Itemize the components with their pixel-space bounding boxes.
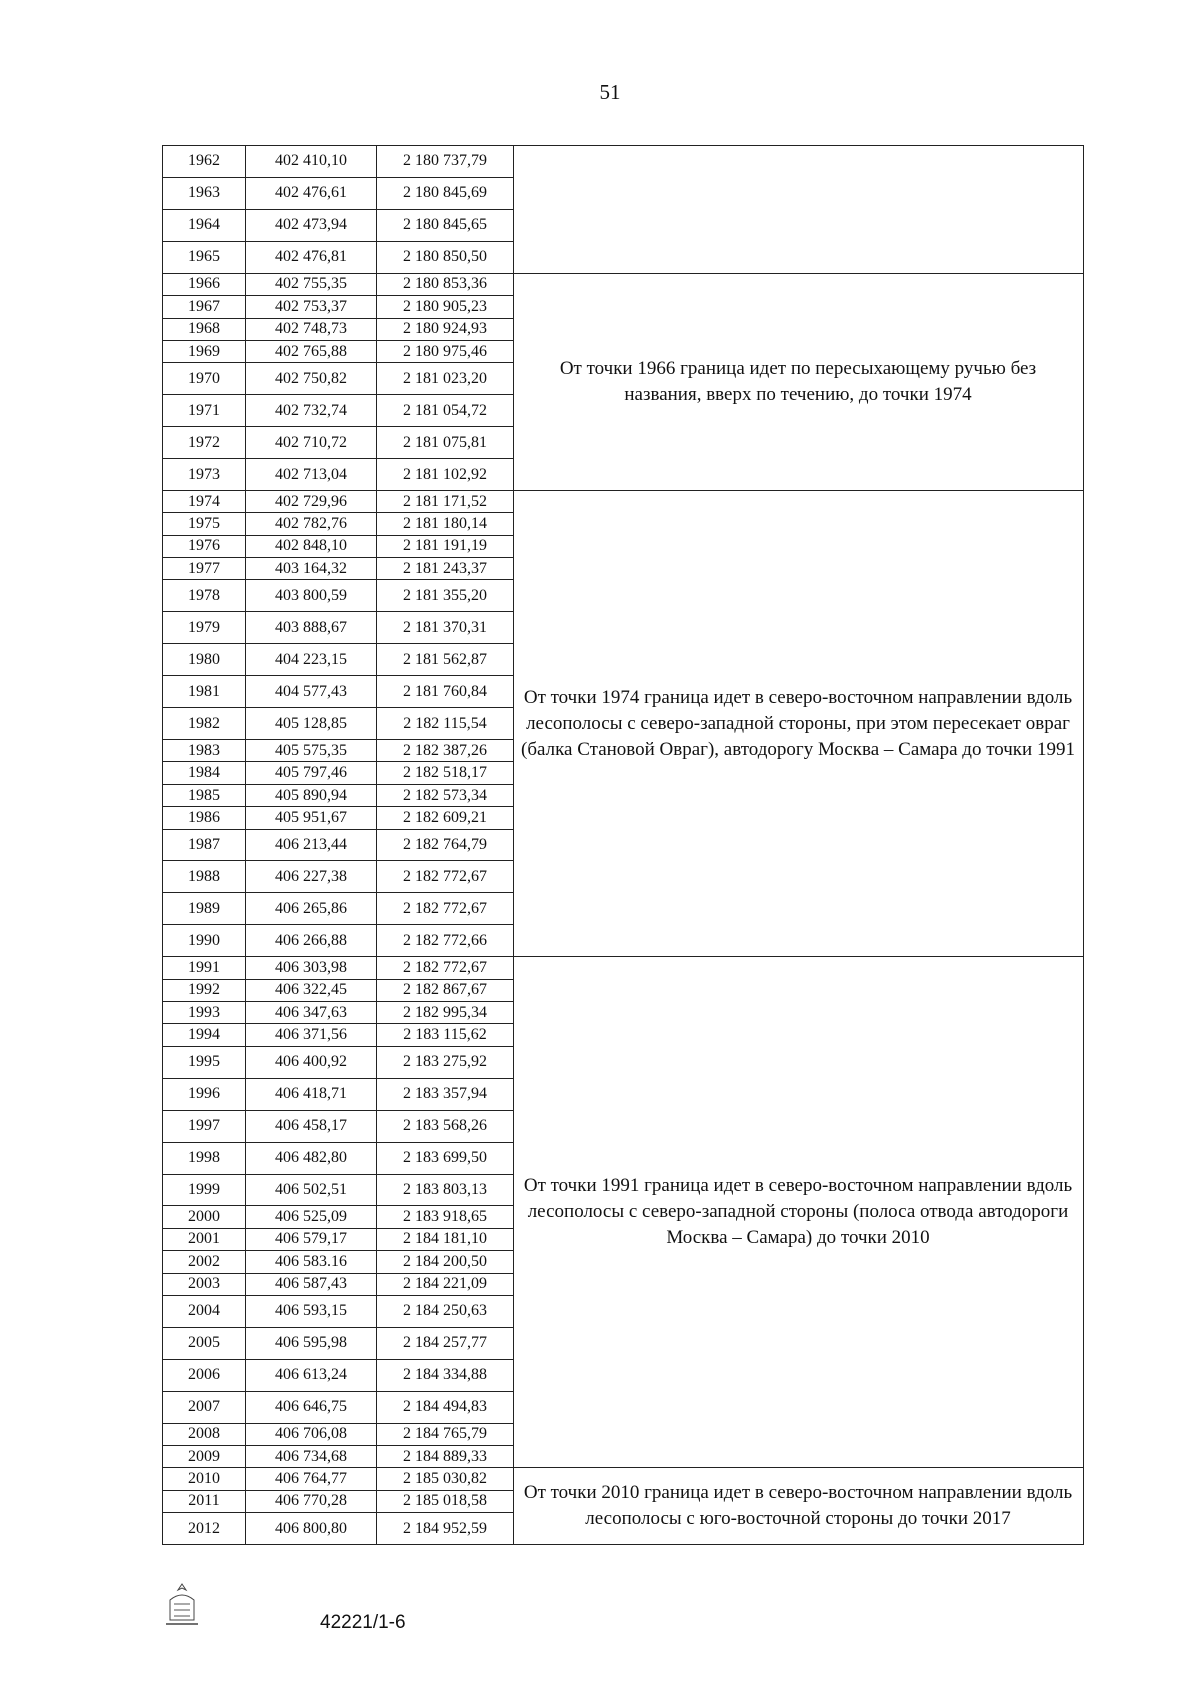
x-coordinate-cell: 406 613,24	[246, 1360, 377, 1391]
y-coordinate-cell: 2 183 918,65	[403, 1208, 487, 1226]
table-row	[163, 1206, 513, 1228]
table-row	[163, 612, 513, 644]
point-number-cell: 1984	[163, 762, 246, 783]
y-coordinate-cell: 2 181 370,31	[403, 618, 487, 636]
point-number-cell: 2005	[163, 1328, 246, 1359]
x-coordinate-cell: 406 482,80	[246, 1143, 377, 1174]
point-number-cell: 1999	[163, 1175, 246, 1206]
table-row	[163, 1251, 513, 1273]
table-row	[163, 861, 513, 893]
y-coordinate-cell: 2 182 115,54	[403, 714, 487, 732]
point-number-cell: 2003	[163, 1274, 246, 1295]
table-row	[163, 146, 513, 178]
y-coordinate-cell: 2 180 845,65	[403, 216, 487, 234]
point-number-cell: 1991	[163, 957, 246, 978]
table-row	[163, 536, 513, 558]
point-number-cell: 2011	[163, 1491, 246, 1512]
page-number: 51	[599, 80, 621, 104]
x-coordinate-cell: 406 764,77	[246, 1468, 377, 1489]
point-number-cell: 1985	[163, 785, 246, 806]
point-number-cell: 1988	[163, 861, 246, 892]
table-row	[163, 1274, 513, 1296]
table-row	[163, 785, 513, 807]
table-row	[163, 1446, 513, 1468]
boundary-descriptions	[513, 146, 1083, 1544]
x-coordinate-cell: 406 770,28	[246, 1491, 377, 1512]
y-coordinate-cell: 2 184 494,83	[403, 1398, 487, 1416]
x-coordinate-cell: 403 800,59	[246, 580, 377, 611]
y-coordinate-cell: 2 183 357,94	[403, 1085, 487, 1103]
point-number-cell: 1982	[163, 708, 246, 739]
point-number-cell: 1978	[163, 580, 246, 611]
table-row	[163, 427, 513, 459]
y-coordinate-cell: 2 184 889,33	[403, 1447, 487, 1465]
point-number-cell: 1997	[163, 1111, 246, 1142]
x-coordinate-cell: 402 713,04	[246, 459, 377, 490]
x-coordinate-cell: 403 164,32	[246, 558, 377, 579]
table-row	[163, 1143, 513, 1175]
x-coordinate-cell: 406 458,17	[246, 1111, 377, 1142]
table-row	[163, 491, 513, 513]
point-number-cell: 2001	[163, 1229, 246, 1250]
table-row	[163, 740, 513, 762]
point-number-cell: 1990	[163, 925, 246, 956]
x-coordinate-cell: 406 322,45	[246, 980, 377, 1001]
x-coordinate-cell: 402 753,37	[246, 296, 377, 317]
coordinates-rows	[163, 146, 514, 1544]
y-coordinate-cell: 2 180 905,23	[403, 297, 487, 315]
y-coordinate-cell: 2 181 102,92	[403, 465, 487, 483]
y-coordinate-cell: 2 181 355,20	[403, 586, 487, 604]
y-coordinate-cell: 2 183 568,26	[403, 1117, 487, 1135]
y-coordinate-cell: 2 184 221,09	[403, 1275, 487, 1293]
y-coordinate-cell: 2 181 243,37	[403, 559, 487, 577]
point-number-cell: 1979	[163, 612, 246, 643]
table-row	[163, 1047, 513, 1079]
emblem-icon	[162, 1580, 202, 1630]
x-coordinate-cell: 406 525,09	[246, 1206, 377, 1227]
x-coordinate-cell: 406 227,38	[246, 861, 377, 892]
table-row	[163, 274, 513, 296]
point-number-cell: 2009	[163, 1446, 246, 1467]
table-row	[163, 708, 513, 740]
table-row	[163, 1392, 513, 1424]
y-coordinate-cell: 2 182 573,34	[403, 786, 487, 804]
point-number-cell: 2002	[163, 1251, 246, 1272]
point-number-cell: 1977	[163, 558, 246, 579]
point-number-cell: 1998	[163, 1143, 246, 1174]
x-coordinate-cell: 402 750,82	[246, 363, 377, 394]
y-coordinate-cell: 2 181 054,72	[403, 401, 487, 419]
x-coordinate-cell: 402 476,61	[246, 178, 377, 209]
point-number-cell: 1975	[163, 513, 246, 534]
table-row	[163, 1468, 513, 1490]
x-coordinate-cell: 405 575,35	[246, 740, 377, 761]
x-coordinate-cell: 406 266,88	[246, 925, 377, 956]
point-number-cell: 1964	[163, 210, 246, 241]
table-row	[163, 893, 513, 925]
x-coordinate-cell: 404 223,15	[246, 644, 377, 675]
x-coordinate-cell: 402 732,74	[246, 395, 377, 426]
table-row	[163, 1296, 513, 1328]
y-coordinate-cell: 2 182 518,17	[403, 764, 487, 782]
point-number-cell: 2007	[163, 1392, 246, 1423]
point-number-cell: 1966	[163, 274, 246, 295]
table-row	[163, 178, 513, 210]
x-coordinate-cell: 406 400,92	[246, 1047, 377, 1078]
point-number-cell: 1983	[163, 740, 246, 761]
table-row	[163, 1024, 513, 1046]
coordinates-table	[162, 145, 1084, 1545]
y-coordinate-cell: 2 182 772,66	[403, 931, 487, 949]
y-coordinate-cell: 2 181 191,19	[403, 537, 487, 555]
table-row	[163, 807, 513, 829]
x-coordinate-cell: 404 577,43	[246, 676, 377, 707]
y-coordinate-cell: 2 183 803,13	[403, 1180, 487, 1198]
table-row	[163, 1513, 513, 1544]
document-number: 42221/1-6	[320, 1612, 406, 1633]
table-row	[163, 1229, 513, 1251]
point-number-cell: 1968	[163, 319, 246, 340]
y-coordinate-cell: 2 182 764,79	[403, 835, 487, 853]
table-row	[163, 1079, 513, 1111]
x-coordinate-cell: 405 890,94	[246, 785, 377, 806]
x-coordinate-cell: 406 265,86	[246, 893, 377, 924]
y-coordinate-cell: 2 182 867,67	[403, 981, 487, 999]
table-row	[163, 580, 513, 612]
y-coordinate-cell: 2 180 850,50	[403, 248, 487, 266]
x-coordinate-cell: 403 888,67	[246, 612, 377, 643]
x-coordinate-cell: 402 729,96	[246, 491, 377, 512]
x-coordinate-cell: 405 951,67	[246, 807, 377, 828]
point-number-cell: 1980	[163, 644, 246, 675]
point-number-cell: 1986	[163, 807, 246, 828]
x-coordinate-cell: 402 710,72	[246, 427, 377, 458]
table-row	[163, 319, 513, 341]
point-number-cell: 1993	[163, 1002, 246, 1023]
table-row	[163, 957, 513, 979]
y-coordinate-cell: 2 180 853,36	[403, 275, 487, 293]
point-number-cell: 1992	[163, 980, 246, 1001]
y-coordinate-cell: 2 182 995,34	[403, 1003, 487, 1021]
point-number-cell: 2000	[163, 1206, 246, 1227]
table-row	[163, 830, 513, 862]
y-coordinate-cell: 2 181 075,81	[403, 433, 487, 451]
point-number-cell: 1987	[163, 830, 246, 861]
table-row	[163, 1111, 513, 1143]
table-row	[163, 363, 513, 395]
table-row	[163, 676, 513, 708]
y-coordinate-cell: 2 184 334,88	[403, 1366, 487, 1384]
description-block-1974: От точки 1974 граница идет в северо-восточном направлении вдоль лесополосы с северо-западной стороны, при этом пересекает овраг (балка Становой Овраг), автодорогу Москва – Самара до точки 1991	[513, 491, 1083, 957]
point-number-cell: 1972	[163, 427, 246, 458]
y-coordinate-cell: 2 184 181,10	[403, 1230, 487, 1248]
x-coordinate-cell: 402 765,88	[246, 341, 377, 362]
x-coordinate-cell: 406 502,51	[246, 1175, 377, 1206]
table-row	[163, 459, 513, 491]
description-block-1966: От точки 1966 граница идет по пересыхающему ручью без названия, вверх по течению, до точки 1974	[513, 274, 1083, 491]
point-number-cell: 1995	[163, 1047, 246, 1078]
y-coordinate-cell: 2 181 562,87	[403, 650, 487, 668]
y-coordinate-cell: 2 182 387,26	[403, 741, 487, 759]
point-number-cell: 2004	[163, 1296, 246, 1327]
point-number-cell: 1970	[163, 363, 246, 394]
table-row	[163, 1491, 513, 1513]
y-coordinate-cell: 2 180 975,46	[403, 342, 487, 360]
y-coordinate-cell: 2 184 765,79	[403, 1425, 487, 1443]
point-number-cell: 1969	[163, 341, 246, 362]
y-coordinate-cell: 2 180 737,79	[403, 152, 487, 170]
point-number-cell: 1981	[163, 676, 246, 707]
table-row	[163, 1360, 513, 1392]
point-number-cell: 2010	[163, 1468, 246, 1489]
x-coordinate-cell: 406 579,17	[246, 1229, 377, 1250]
point-number-cell: 1996	[163, 1079, 246, 1110]
table-row	[163, 980, 513, 1002]
x-coordinate-cell: 406 734,68	[246, 1446, 377, 1467]
point-number-cell: 2012	[163, 1513, 246, 1544]
point-number-cell: 2006	[163, 1360, 246, 1391]
y-coordinate-cell: 2 181 171,52	[403, 492, 487, 510]
x-coordinate-cell: 402 748,73	[246, 319, 377, 340]
y-coordinate-cell: 2 184 952,59	[403, 1519, 487, 1537]
y-coordinate-cell: 2 181 023,20	[403, 369, 487, 387]
table-row	[163, 513, 513, 535]
table-row	[163, 644, 513, 676]
table-row	[163, 1002, 513, 1024]
y-coordinate-cell: 2 182 772,67	[403, 959, 487, 976]
table-row	[163, 1328, 513, 1360]
table-row	[163, 558, 513, 580]
point-number-cell: 1971	[163, 395, 246, 426]
y-coordinate-cell: 2 183 699,50	[403, 1149, 487, 1167]
x-coordinate-cell: 406 347,63	[246, 1002, 377, 1023]
x-coordinate-cell: 405 128,85	[246, 708, 377, 739]
x-coordinate-cell: 406 595,98	[246, 1328, 377, 1359]
point-number-cell: 1973	[163, 459, 246, 490]
x-coordinate-cell: 402 476,81	[246, 242, 377, 273]
x-coordinate-cell: 406 800,80	[246, 1513, 377, 1544]
y-coordinate-cell: 2 182 609,21	[403, 808, 487, 826]
y-coordinate-cell: 2 180 924,93	[403, 320, 487, 338]
point-number-cell: 1967	[163, 296, 246, 317]
x-coordinate-cell: 402 848,10	[246, 536, 377, 557]
x-coordinate-cell: 406 587,43	[246, 1274, 377, 1295]
x-coordinate-cell: 402 473,94	[246, 210, 377, 241]
point-number-cell: 1962	[163, 146, 246, 177]
description-block-1991: От точки 1991 граница идет в северо-восточном направлении вдоль лесополосы с северо-западной стороны (полоса отвода автодороги Москва – Самара) до точки 2010	[513, 957, 1083, 1468]
table-row	[163, 925, 513, 957]
x-coordinate-cell: 402 782,76	[246, 513, 377, 534]
x-coordinate-cell: 406 213,44	[246, 830, 377, 861]
table-row	[163, 762, 513, 784]
y-coordinate-cell: 2 181 180,14	[403, 515, 487, 533]
y-coordinate-cell: 2 185 030,82	[403, 1470, 487, 1488]
table-row	[163, 210, 513, 242]
point-number-cell: 1965	[163, 242, 246, 273]
y-coordinate-cell: 2 184 257,77	[403, 1334, 487, 1352]
x-coordinate-cell: 406 303,98	[246, 957, 377, 978]
table-row	[163, 395, 513, 427]
x-coordinate-cell: 402 755,35	[246, 274, 377, 295]
y-coordinate-cell: 2 180 845,69	[403, 184, 487, 202]
description-block-1962	[513, 146, 1083, 274]
x-coordinate-cell: 406 646,75	[246, 1392, 377, 1423]
point-number-cell: 1994	[163, 1024, 246, 1045]
x-coordinate-cell: 406 593,15	[246, 1296, 377, 1327]
point-number-cell: 2008	[163, 1424, 246, 1445]
table-row	[163, 1424, 513, 1446]
table-row	[163, 296, 513, 318]
y-coordinate-cell: 2 184 200,50	[403, 1252, 487, 1270]
table-row	[163, 341, 513, 363]
y-coordinate-cell: 2 182 772,67	[403, 867, 487, 885]
y-coordinate-cell: 2 182 772,67	[403, 899, 487, 917]
table-row	[163, 242, 513, 274]
x-coordinate-cell: 402 410,10	[246, 146, 377, 177]
y-coordinate-cell: 2 181 760,84	[403, 682, 487, 700]
y-coordinate-cell: 2 183 275,92	[403, 1053, 487, 1071]
y-coordinate-cell: 2 184 250,63	[403, 1302, 487, 1320]
y-coordinate-cell: 2 185 018,58	[403, 1492, 487, 1510]
x-coordinate-cell: 405 797,46	[246, 762, 377, 783]
point-number-cell: 1976	[163, 536, 246, 557]
point-number-cell: 1989	[163, 893, 246, 924]
x-coordinate-cell: 406 371,56	[246, 1024, 377, 1045]
point-number-cell: 1974	[163, 491, 246, 512]
table-row	[163, 1175, 513, 1207]
y-coordinate-cell: 2 183 115,62	[403, 1026, 487, 1044]
description-block-2010: От точки 2010 граница идет в северо-восточном направлении вдоль лесополосы с юго-восточной стороны до точки 2017	[523, 1482, 1073, 1530]
point-number-cell: 1963	[163, 178, 246, 209]
x-coordinate-cell: 406 583.16	[246, 1251, 377, 1272]
x-coordinate-cell: 406 418,71	[246, 1079, 377, 1110]
x-coordinate-cell: 406 706,08	[246, 1424, 377, 1445]
